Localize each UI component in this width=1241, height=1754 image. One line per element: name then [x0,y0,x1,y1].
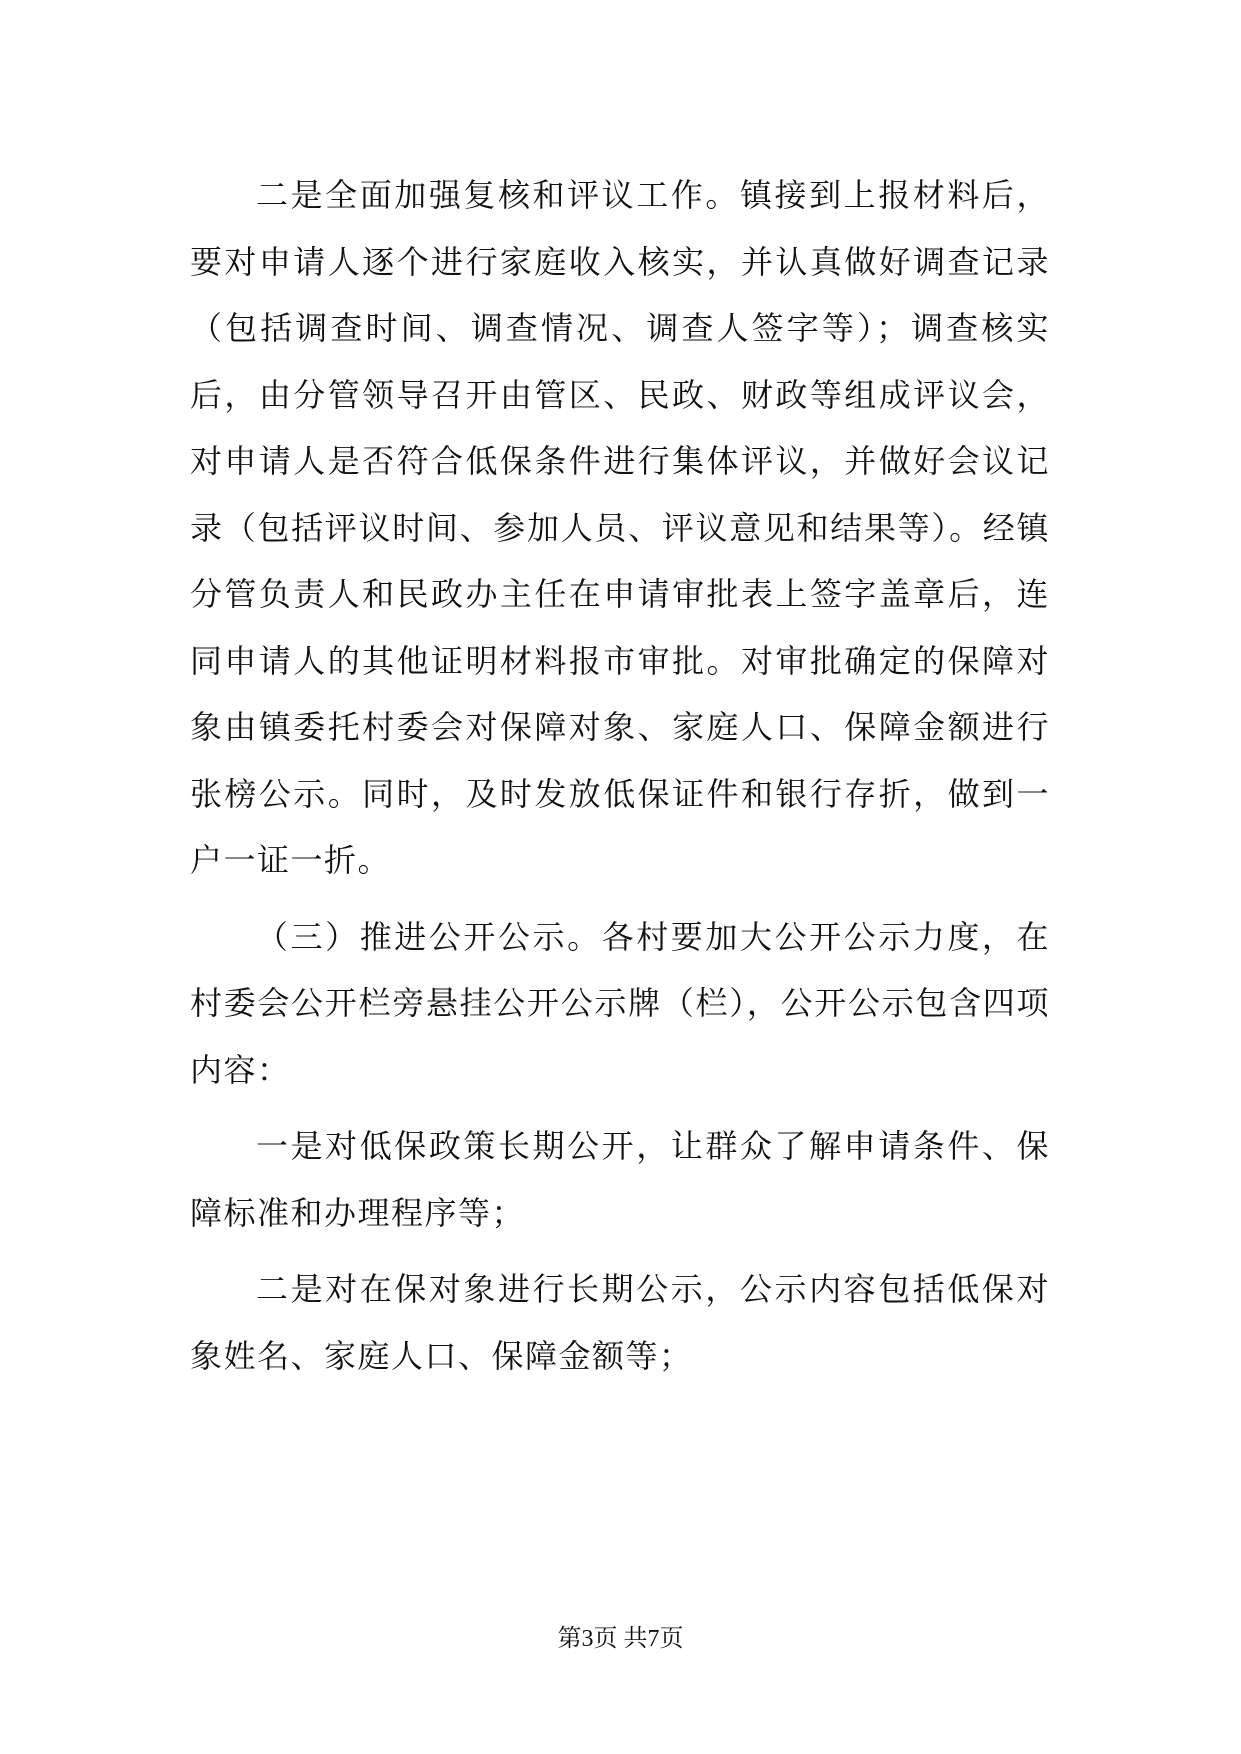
paragraph-review-and-evaluation [190,162,1050,894]
paragraph-text: 二是对在保对象进行长期公示，公示内容包括低保对象姓名、家庭人口、保障金额等； [190,1270,1050,1375]
paragraph-policy-disclosure [190,1113,1050,1246]
document-body [190,162,1050,1389]
paragraph-text: 二是全面加强复核和评议工作。镇接到上报材料后，要对申请人逐个进行家庭收入核实，并认真做好调查记录（包括调查时间、调查情况、调查人签字等）；调查核实后，由分管领导召开由管区、民政、财政等组成评议会，对申请人是否符合低保条件进行集体评议，并做好会议记录（包括评议时间、参加人员、评议意见和结果等）。经镇分管负责人和民政办主任在申请审批表上签字盖章后，连同申请人的其他证明材料报市审批。对审批确定的保障对象由镇委托村委会对保障对象、家庭人口、保障金额进行张榜公示。同时，及时发放低保证件和银行存折，做到一户一证一折。 [190,176,1050,879]
paragraph-text: 一是对低保政策长期公开，让群众了解申请条件、保障标准和办理程序等； [190,1127,1050,1232]
paragraph-public-disclosure [190,904,1050,1104]
page-number-footer: 第3页 共7页 [557,1626,684,1652]
paragraph-text: 各村要加大公开公示力度，在村委会公开栏旁悬挂公开公示牌（栏），公开公示包含四项内容： [190,917,1050,1089]
paragraph-recipient-disclosure [190,1256,1050,1389]
section-heading: （三）推进公开公示。 [256,917,602,956]
